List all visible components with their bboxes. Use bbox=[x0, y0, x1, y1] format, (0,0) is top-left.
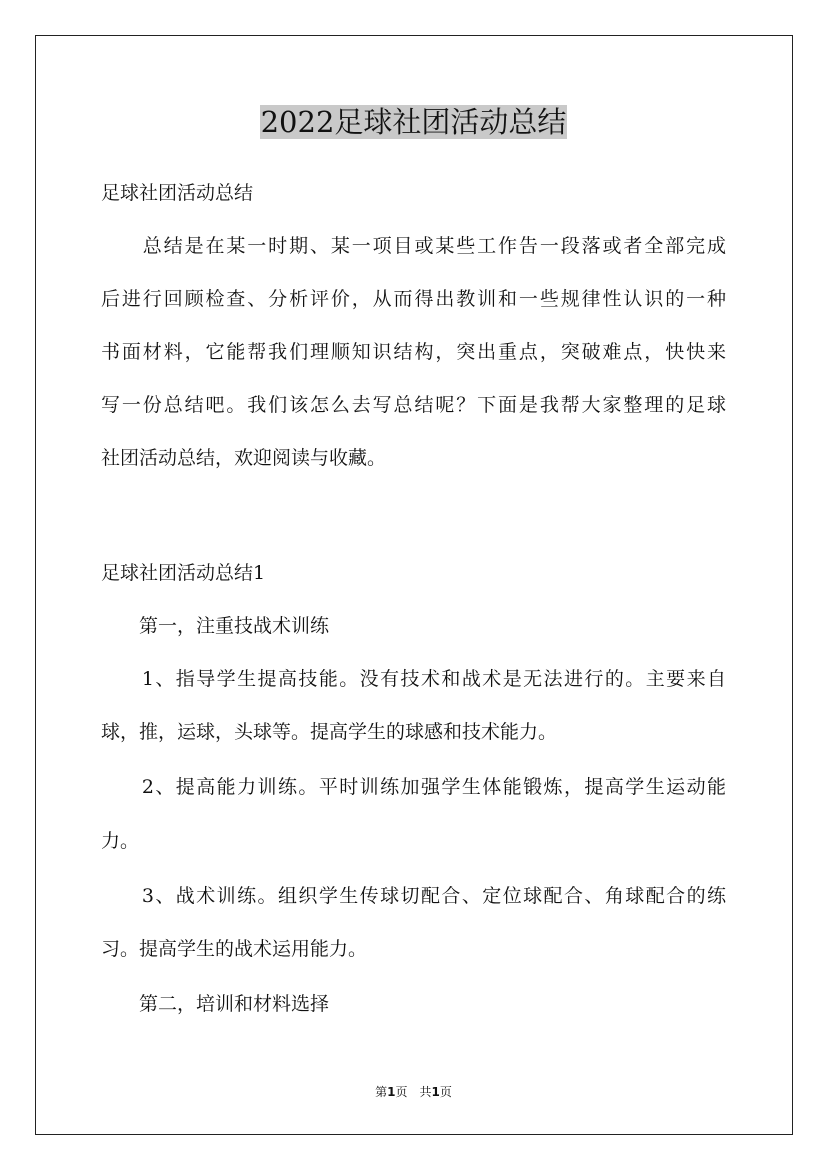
paragraph-line: 社团活动总结，欢迎阅读与收藏。 bbox=[101, 447, 387, 469]
paragraph-line: 后进行回顾检查、分析评价，从而得出教训和一些规律性认识的一种 bbox=[101, 288, 726, 310]
paragraph-line: 习。提高学生的战术运用能力。 bbox=[101, 938, 368, 960]
total-page-number: 1 bbox=[431, 1085, 440, 1099]
subsection-heading: 第二，培训和材料选择 bbox=[101, 993, 330, 1015]
paragraph-line: 2、提高能力训练。平时训练加强学生体能锻炼，提高学生运动能 bbox=[101, 776, 726, 798]
footer-text: 第 bbox=[375, 1085, 388, 1099]
paragraph-line: 写一份总结吧。我们该怎么去写总结呢？下面是我帮大家整理的足球 bbox=[101, 394, 726, 416]
paragraph-line: 书面材料，它能帮我们理顺知识结构，突出重点，突破难点，快快来 bbox=[101, 341, 726, 363]
paragraph-line: 总结是在某一时期、某一项目或某些工作告一段落或者全部完成 bbox=[101, 235, 726, 257]
page-footer bbox=[0, 1083, 827, 1101]
paragraph-line: 力。 bbox=[101, 830, 140, 852]
footer-text: 页 bbox=[439, 1085, 452, 1099]
section-heading: 足球社团活动总结1 bbox=[101, 562, 266, 584]
paragraph-line: 球，推，运球，头球等。提高学生的球感和技术能力。 bbox=[101, 721, 558, 743]
footer-text: 页 共 bbox=[395, 1085, 432, 1099]
section-heading: 足球社团活动总结 bbox=[101, 182, 254, 204]
current-page-number: 1 bbox=[387, 1085, 396, 1099]
paragraph-line: 3、战术训练。组织学生传球切配合、定位球配合、角球配合的练 bbox=[101, 885, 726, 907]
document-title bbox=[0, 100, 827, 144]
subsection-heading: 第一，注重技战术训练 bbox=[101, 615, 330, 637]
paragraph-line: 1、指导学生提高技能。没有技术和战术是无法进行的。主要来自 bbox=[101, 668, 726, 690]
document-title-text: 2022足球社团活动总结 bbox=[260, 105, 567, 139]
